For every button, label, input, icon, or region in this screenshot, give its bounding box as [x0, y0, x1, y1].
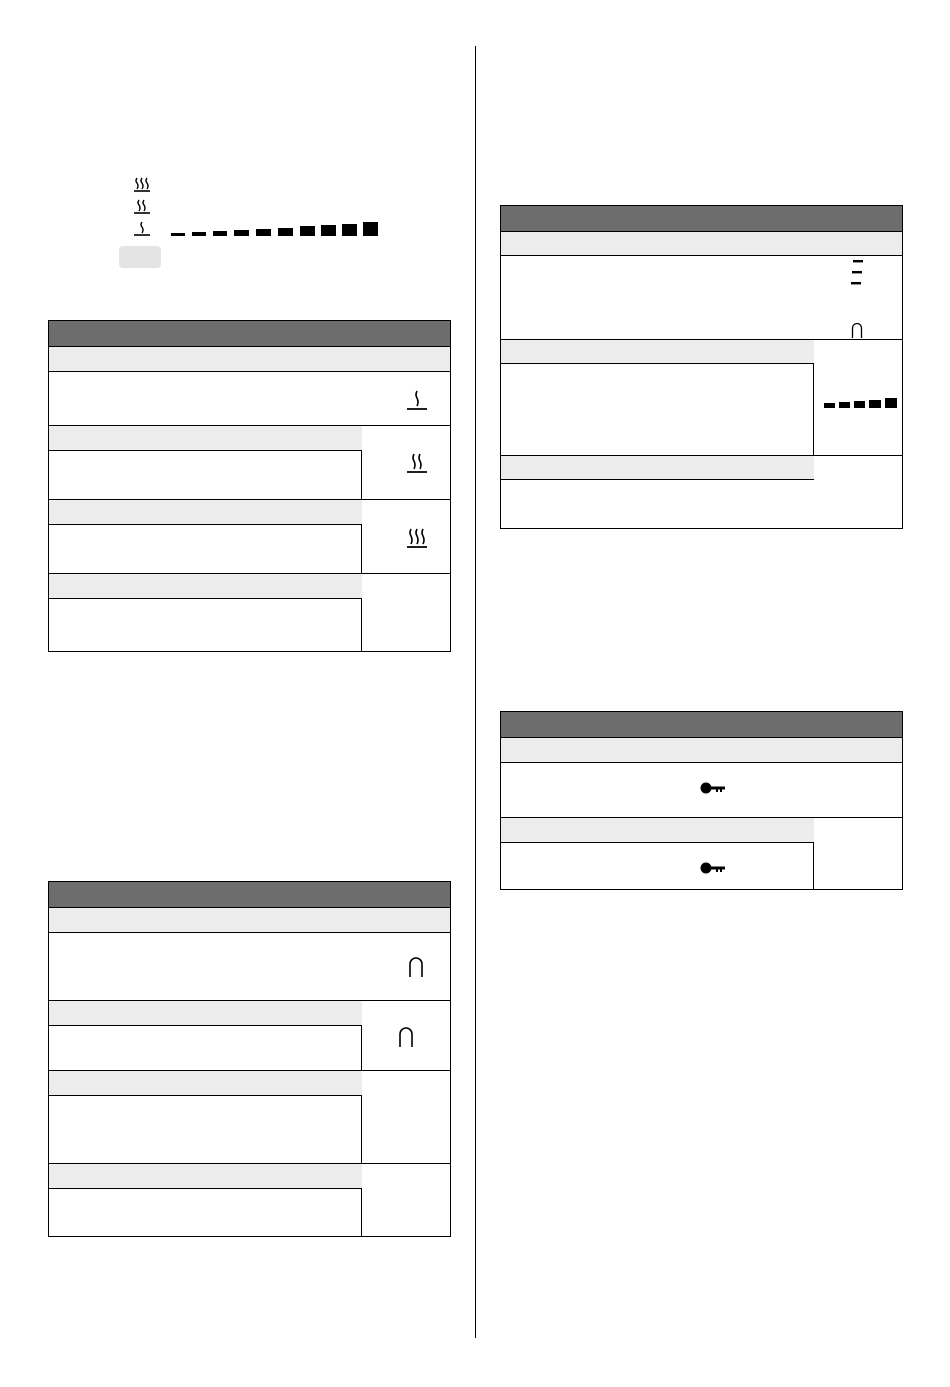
power-level-bar-icon	[824, 397, 898, 411]
row-subheader	[49, 1163, 362, 1189]
level-lines-icon	[850, 259, 864, 287]
row-subheader	[49, 1000, 362, 1026]
table-heat-levels	[48, 320, 451, 652]
power-level-bar-icon	[171, 220, 381, 240]
row-subheader	[501, 339, 814, 364]
heat-level-3-icon	[406, 527, 428, 549]
column-divider	[361, 1000, 362, 1237]
row-subheader	[49, 425, 362, 451]
row-subheader	[49, 499, 362, 525]
key-lock-icon	[700, 861, 726, 875]
table-subheader	[501, 231, 902, 256]
key-button-icon[interactable]	[119, 246, 161, 268]
key-lock-icon	[700, 781, 726, 795]
heat-level-2-icon	[406, 452, 428, 474]
row-subheader	[49, 1070, 362, 1096]
table-subheader	[501, 737, 902, 763]
table-key-lock	[500, 711, 903, 890]
table-indicators	[500, 205, 903, 529]
table-subheader	[49, 907, 450, 933]
row-subheader	[501, 455, 814, 480]
heat-level-3-icon	[133, 177, 151, 192]
column-divider	[475, 46, 476, 1338]
table-header	[49, 882, 450, 907]
heat-level-2-icon	[133, 199, 151, 214]
column-divider	[361, 425, 362, 652]
pan-indicator-icon	[408, 956, 424, 978]
table-header	[501, 206, 902, 231]
heat-level-1-icon	[133, 221, 151, 236]
table-header	[501, 712, 902, 737]
pan-indicator-icon	[398, 1026, 414, 1048]
heat-level-1-icon	[406, 389, 428, 411]
pan-indicator-icon	[851, 322, 863, 339]
table-header	[49, 321, 450, 346]
table-pan-detection	[48, 881, 451, 1237]
row-subheader	[501, 817, 814, 843]
row-subheader	[49, 573, 362, 599]
table-subheader	[49, 346, 450, 372]
